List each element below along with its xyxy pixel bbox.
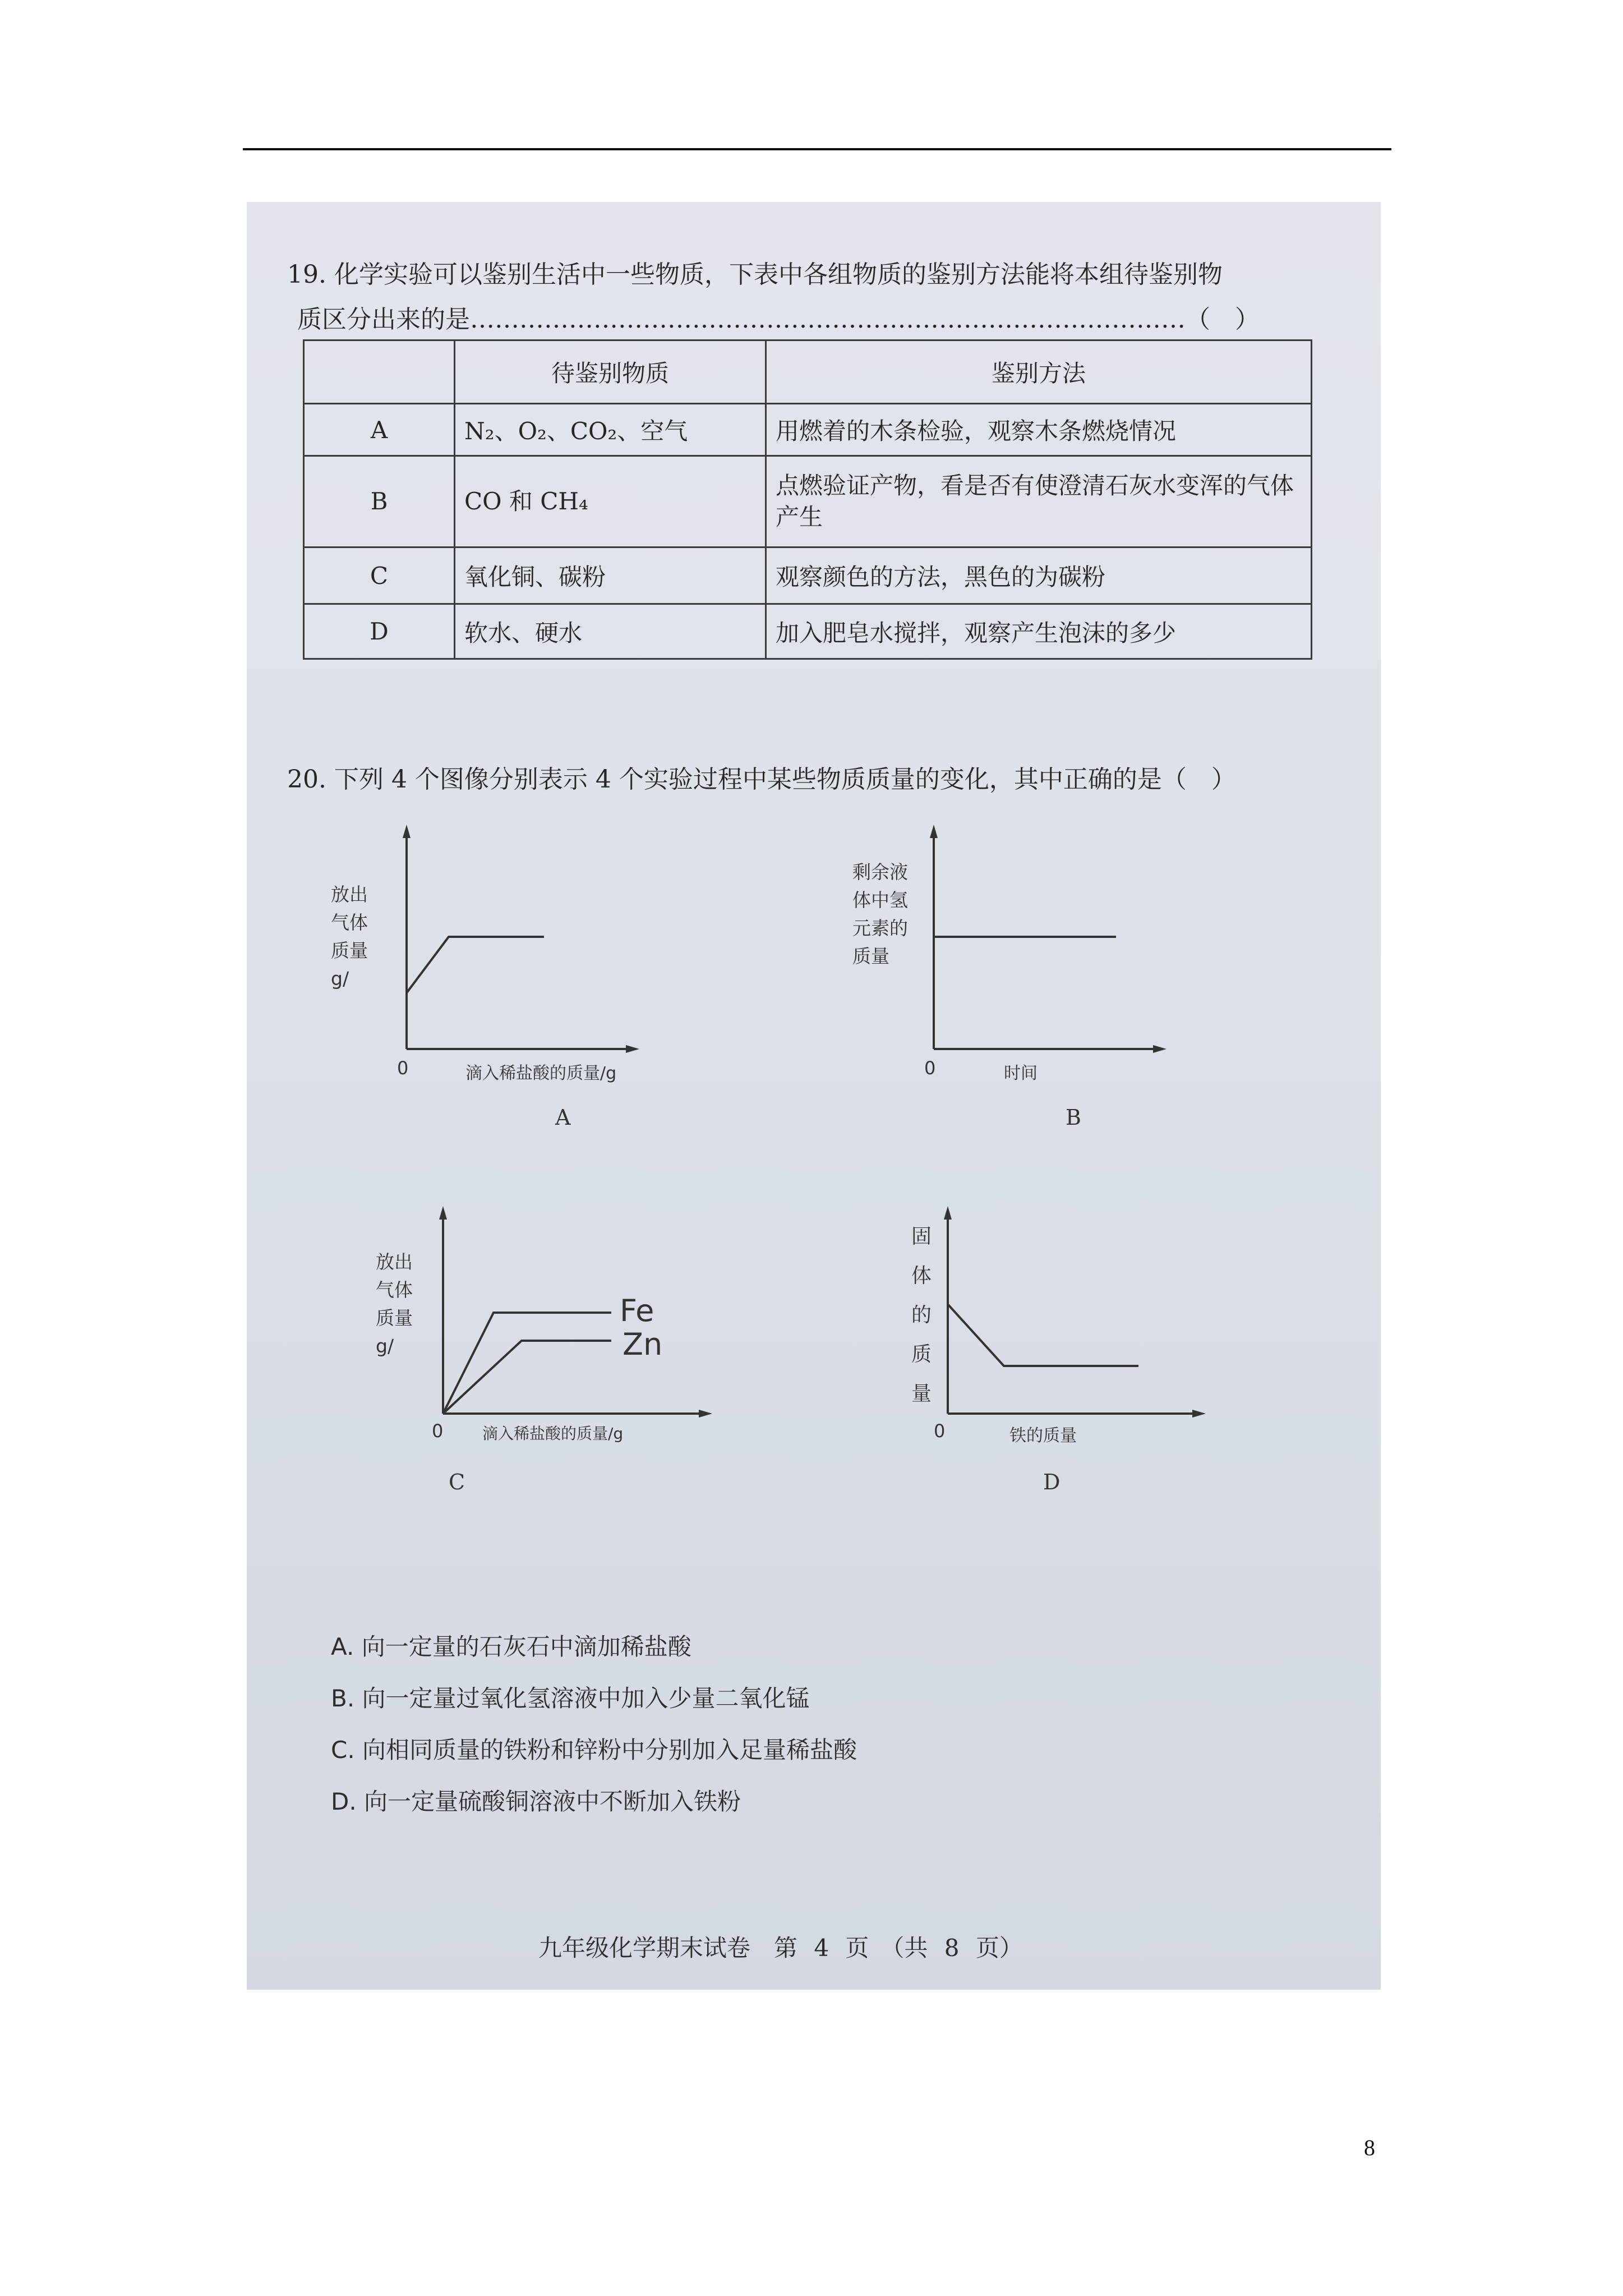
series-label-fe: Fe — [620, 1293, 654, 1328]
question-19-stem-line2: 质区分出来的是……………………………………………………………………………（ ） — [297, 305, 1260, 334]
graph-b — [841, 825, 1200, 1130]
answer-options — [331, 1621, 857, 1828]
method-cell: 观察颜色的方法，黑色的为碳粉 — [766, 547, 1312, 604]
option-cell: A — [304, 404, 455, 456]
table-header-row — [304, 341, 1312, 404]
y-axis-arrow — [930, 825, 938, 838]
scanned-exam-photo — [247, 202, 1381, 1990]
origin-label: 0 — [397, 1057, 409, 1079]
identification-table — [303, 339, 1312, 660]
option-cell: C — [304, 547, 455, 604]
x-axis-label: 滴入稀盐酸的质量/g — [482, 1424, 624, 1443]
y-axis-arrow — [439, 1206, 447, 1220]
option-d: D. 向一定量硫酸铜溶液中不断加入铁粉 — [331, 1788, 741, 1815]
table-header-cell: 待鉴别物质 — [455, 341, 766, 404]
method-cell: 用燃着的木条检验，观察木条燃烧情况 — [766, 404, 1312, 456]
y-axis-label: 固 体 的 质 量 — [911, 1225, 932, 1405]
y-axis-arrow — [403, 825, 411, 838]
origin-label: 0 — [432, 1420, 444, 1442]
method-cell: 加入肥皂水搅拌，观察产生泡沫的多少 — [766, 604, 1312, 659]
x-axis-arrow — [1192, 1410, 1206, 1418]
x-axis-arrow — [626, 1045, 639, 1053]
x-axis-label: 滴入稀盐酸的质量/g — [465, 1064, 617, 1083]
table-row — [304, 604, 1312, 659]
table-row — [304, 547, 1312, 604]
origin-label: 0 — [924, 1057, 936, 1079]
substances-cell: CO 和 CH₄ — [455, 456, 766, 547]
header-rule — [243, 148, 1391, 150]
graph-d — [864, 1206, 1223, 1509]
graph-a — [314, 825, 673, 1130]
table-header-cell: 鉴别方法 — [766, 341, 1312, 404]
table-header-cell — [304, 341, 455, 404]
substances-cell: 氧化铜、碳粉 — [455, 547, 766, 604]
graph-caption: D — [1043, 1470, 1061, 1494]
fe-line — [443, 1313, 611, 1414]
question-19-stem-line1: 19. 化学实验可以鉴别生活中一些物质，下表中各组物质的鉴别方法能将本组待鉴别物 — [287, 260, 1223, 289]
graph-caption: C — [449, 1470, 465, 1494]
option-c: C. 向相同质量的铁粉和锌粉中分别加入足量稀盐酸 — [331, 1736, 857, 1764]
y-axis-arrow — [944, 1206, 952, 1220]
table-row — [304, 456, 1312, 547]
graph-caption: B — [1066, 1105, 1081, 1130]
zn-line — [443, 1341, 611, 1414]
method-cell: 点燃验证产物，看是否有使澄清石灰水变浑的气体产生 — [766, 456, 1312, 547]
table-row — [304, 404, 1312, 456]
y-axis-label: 放出 气体 质量 g/ — [331, 884, 368, 990]
option-cell: D — [304, 604, 455, 659]
option-b: B. 向一定量过氧化氢溶液中加入少量二氧化锰 — [331, 1685, 810, 1712]
option-a: A. 向一定量的石灰石中滴加稀盐酸 — [331, 1633, 691, 1660]
data-line — [948, 1304, 1138, 1366]
x-axis-label: 时间 — [1004, 1064, 1038, 1083]
graph-caption: A — [555, 1105, 571, 1130]
substances-cell: 软水、硬水 — [455, 604, 766, 659]
exam-footer: 九年级化学期末试卷 第 4 页 （共 8 页） — [538, 1934, 1023, 1962]
y-axis-label: 剩余液 体中氢 元素的 质量 — [852, 861, 908, 967]
page-number: 8 — [1364, 2135, 1375, 2160]
y-axis-label: 放出 气体 质量 g/ — [376, 1251, 413, 1357]
graph-c — [370, 1206, 729, 1509]
series-label-zn: Zn — [623, 1327, 663, 1362]
data-line — [407, 937, 544, 993]
graph-c-plot — [370, 1206, 729, 1498]
x-axis-label: 铁的质量 — [1009, 1426, 1077, 1446]
x-axis-arrow — [1153, 1045, 1166, 1053]
origin-label: 0 — [934, 1420, 946, 1442]
x-axis-arrow — [699, 1410, 712, 1418]
question-20-stem: 20. 下列 4 个图像分别表示 4 个实验过程中某些物质质量的变化，其中正确的是（ ） — [287, 765, 1236, 794]
option-cell: B — [304, 456, 455, 547]
substances-cell: N₂、O₂、CO₂、空气 — [455, 404, 766, 456]
